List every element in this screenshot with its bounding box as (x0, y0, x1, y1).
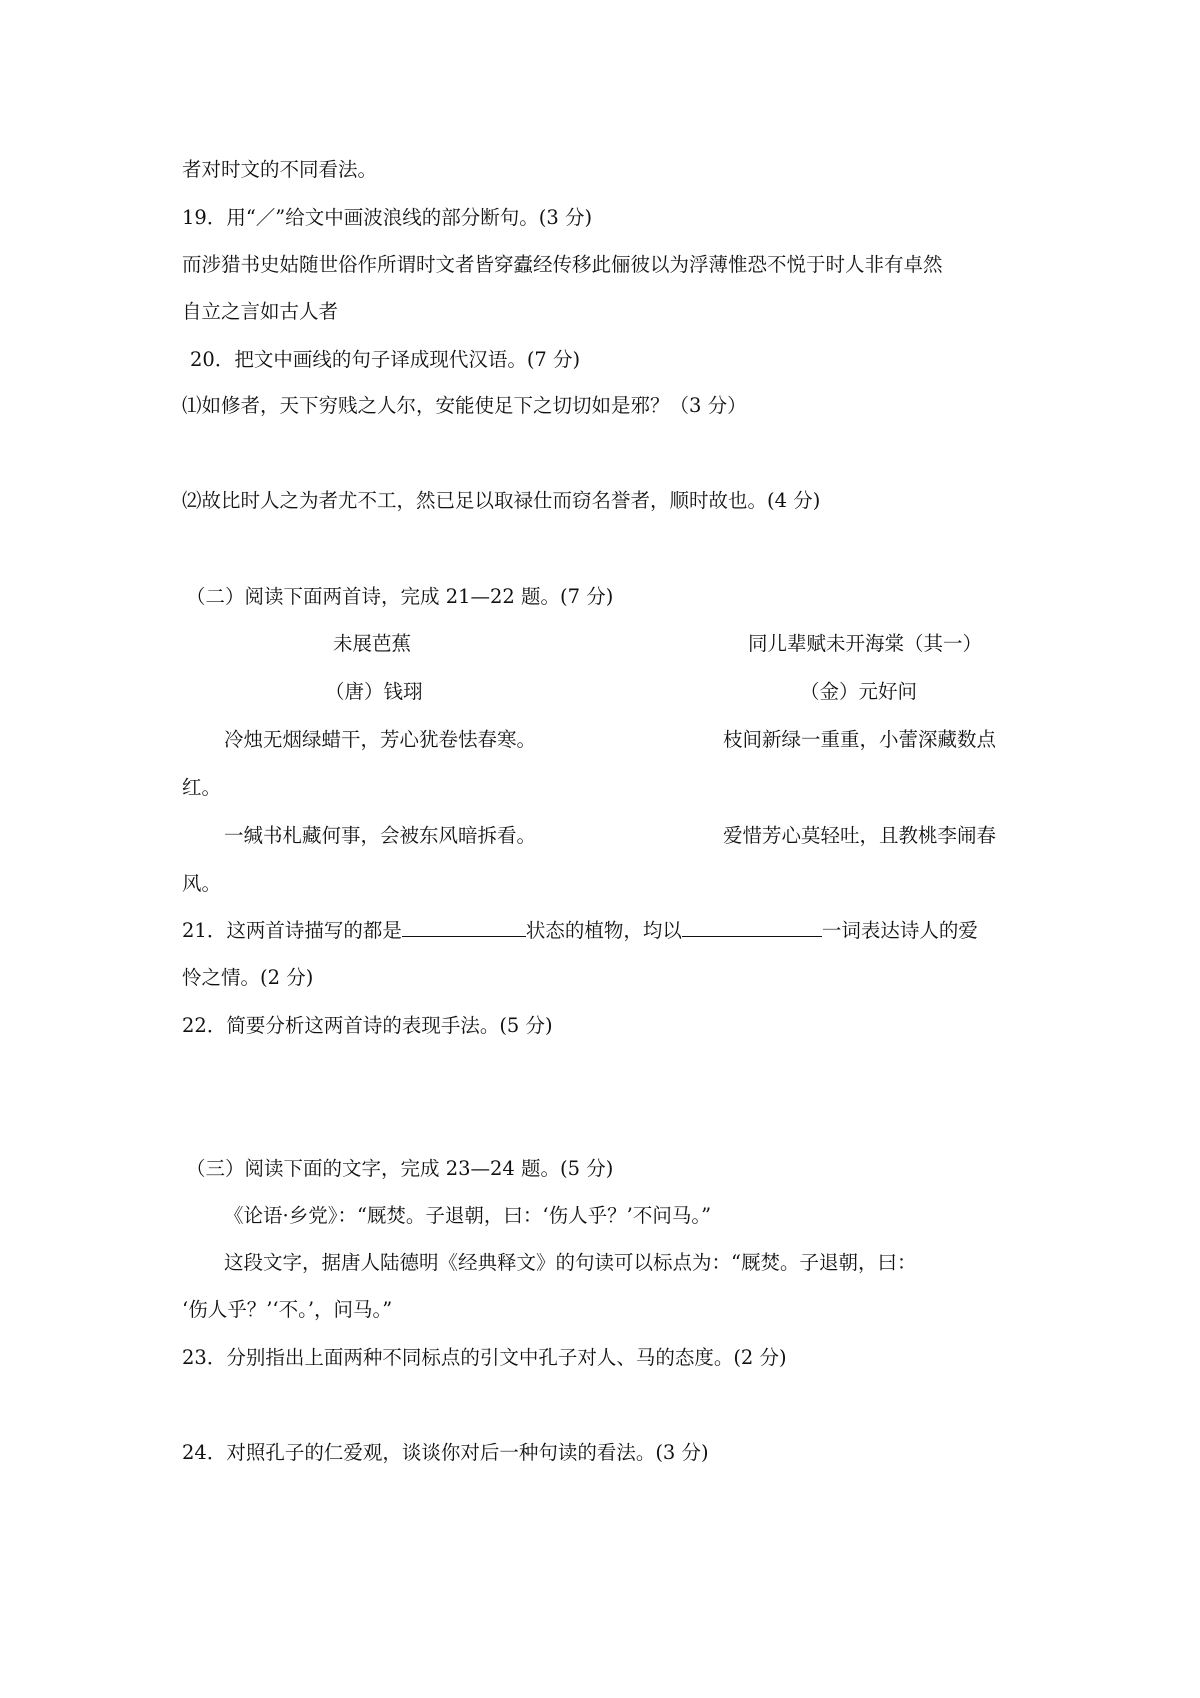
q20-sentence2: ⑵故比时人之为者尤不工，然已足以取禄仕而窃名誉者，顺时故也。(4 分) (182, 489, 821, 512)
q21-line2: 怜之情。(2 分) (182, 966, 314, 989)
q19-text-line2: 自立之言如古人者 (182, 300, 339, 323)
q21-blank-2[interactable] (682, 918, 822, 937)
q19-text-line1: 而涉猎书史姑随世俗作所谓时文者皆穿蠹经传移此俪彼以为浮薄惟恐不悦于时人非有卓然 (182, 253, 943, 276)
q21-text-b: 状态的植物，均以 (525, 919, 682, 942)
poem2-line1: 枝间新绿一重重，小蕾深藏数点 (723, 728, 997, 751)
section3-heading: （三）阅读下面的文字，完成 23—24 题。(5 分) (186, 1157, 614, 1180)
section3-quote: 《论语·乡党》：“厩焚。子退朝，曰：‘伤人乎？’不问马。” (224, 1204, 712, 1227)
q18-tail-text: 者对时文的不同看法。 (182, 158, 378, 181)
poem2-line1-wrap: 红。 (182, 776, 222, 799)
q21-blank-1[interactable] (402, 918, 526, 937)
section2-heading: （二）阅读下面两首诗，完成 21—22 题。(7 分) (186, 585, 614, 608)
poem1-author: （唐）钱珝 (325, 680, 423, 703)
q22-prompt: 22．简要分析这两首诗的表现手法。(5 分) (182, 1014, 553, 1037)
q19-prompt: 19．用“／”给文中画波浪线的部分断句。(3 分) (182, 206, 593, 229)
poem2-line2: 爱惜芳心莫轻吐，且教桃李闹春 (723, 824, 997, 847)
q21-line1 (182, 917, 978, 945)
q24-prompt: 24．对照孔子的仁爱观，谈谈你对后一种句读的看法。(3 分) (182, 1441, 709, 1464)
q21-text-c: 一词表达诗人的爱 (821, 919, 978, 942)
poem2-title: 同儿辈赋未开海棠（其一） (748, 632, 983, 655)
q20-prompt: 20．把文中画线的句子译成现代汉语。(7 分) (190, 348, 581, 371)
q20-sentence1: ⑴如修者，天下穷贱之人尔，安能使足下之切切如是邪？（3 分） (182, 394, 747, 417)
poem1-line1: 冷烛无烟绿蜡干，芳心犹卷怯春寒。 (224, 728, 537, 751)
q23-prompt: 23．分别指出上面两种不同标点的引文中孔子对人、马的态度。(2 分) (182, 1346, 787, 1369)
poem2-author: （金）元好问 (800, 680, 918, 703)
poem1-title: 未展芭蕉 (333, 632, 412, 655)
section3-para-line1: 这段文字，据唐人陆德明《经典释文》的句读可以标点为：“厩焚。子退朝，曰： (224, 1251, 917, 1274)
section3-para-line2: ‘伤人乎？’‘不。’，问马。” (182, 1298, 393, 1321)
poem2-line2-wrap: 风。 (182, 872, 222, 895)
q21-text-a: 21．这两首诗描写的都是 (182, 919, 402, 942)
poem1-line2: 一缄书札藏何事，会被东风暗拆看。 (224, 824, 537, 847)
